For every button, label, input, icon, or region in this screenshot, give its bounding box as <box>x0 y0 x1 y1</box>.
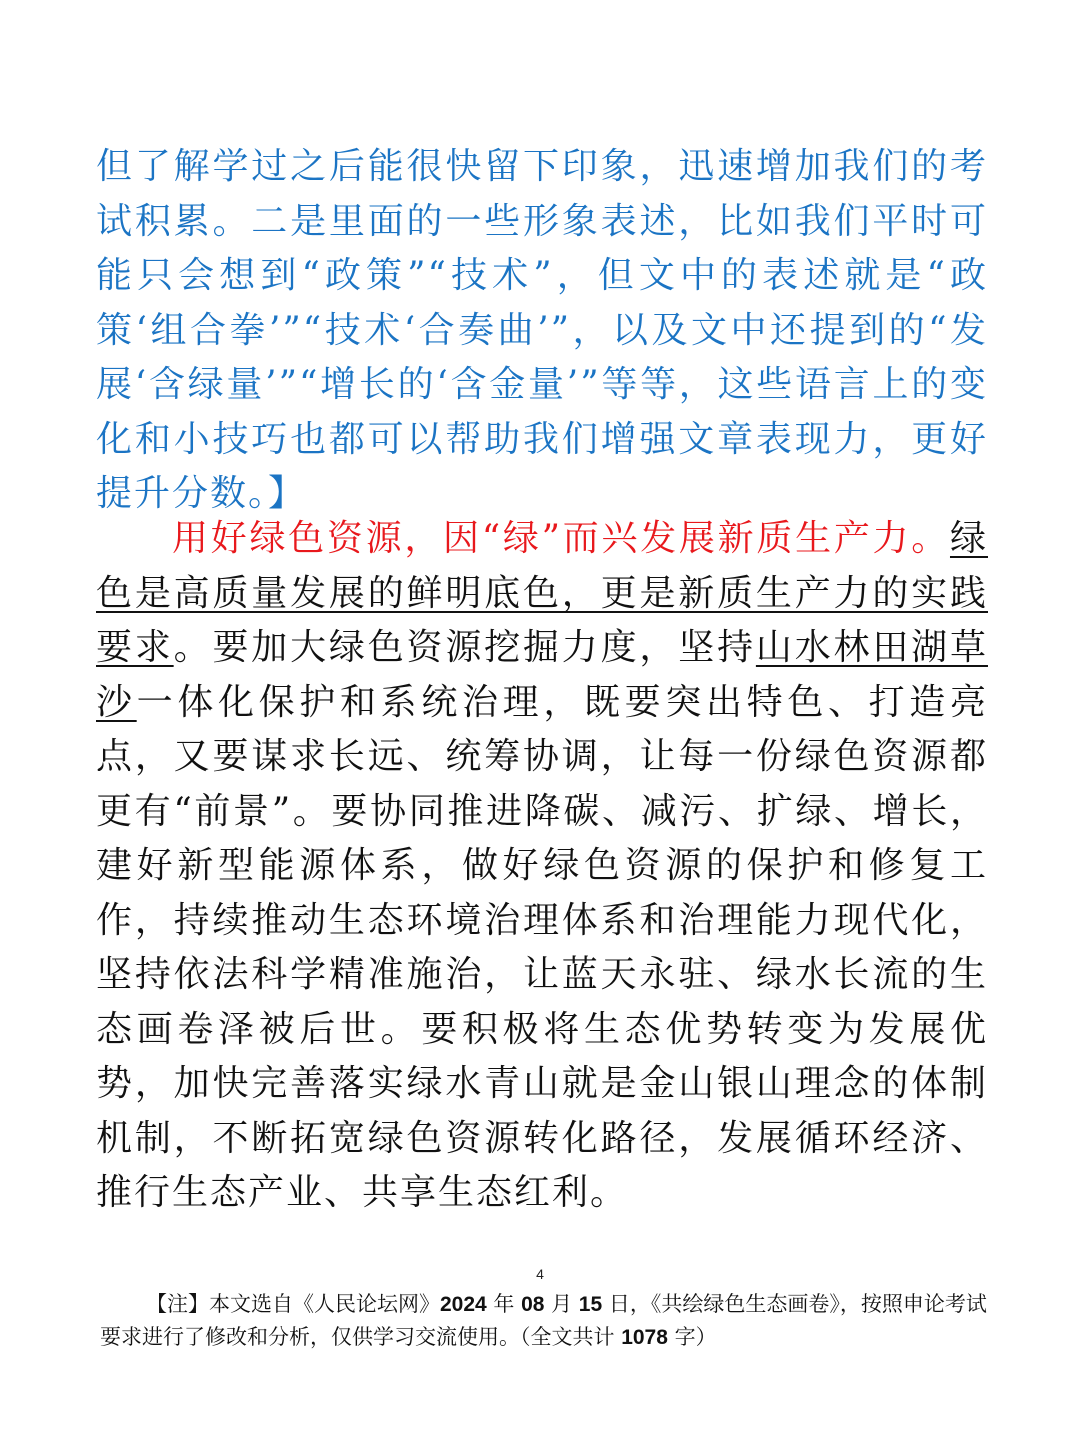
page-number: 4 <box>536 1266 544 1282</box>
analysis-commentary-paragraph <box>96 140 988 522</box>
note-day: 15 <box>578 1293 603 1316</box>
section-heading: 用好绿色资源，因“绿”而兴发展新质生产力。 <box>172 518 950 559</box>
note-year: 2024 <box>440 1293 487 1316</box>
note-month: 08 <box>521 1293 545 1316</box>
source-note <box>100 1288 988 1354</box>
underlined-key-phrase: 山水林田湖草沙 <box>96 627 988 723</box>
analysis-commentary-text: 但了解学过之后能很快留下印象，迅速增加我们的考试积累。二是里面的一些形象表述，比如我们平时可能只会想到“政策”“技术”，但文中的表述就是“政策‘组合拳’”“技术‘合奏曲’”，以及文中还提到的“发展‘含绿量’”“增长的‘含金量’”等等，这些语言上的变化和小技巧也都可以帮助我们增强文章表现力，更好提升分数。】 <box>96 146 988 514</box>
note-text: 月 <box>544 1292 579 1316</box>
body-text-segment: 。要加大绿色资源挖掘力度，坚持 <box>173 627 756 668</box>
note-text: 日，《共绘绿色生态画卷》，按照申论考试要求进行了修改和分析，仅供学习交流使用。（全文共计 <box>100 1292 987 1349</box>
note-text: 年 <box>486 1292 522 1316</box>
main-body-paragraph <box>96 512 988 1221</box>
note-text: 【注】本文选自《人民论坛网》 <box>146 1292 440 1316</box>
note-text: 字） <box>667 1325 717 1349</box>
body-text-segment: 一体化保护和系统治理，既要突出特色、打造亮点，又要谋求长远、统筹协调，让每一份绿色资源都更有“前景”。要协同推进降碳、减污、扩绿、增长，建好新型能源体系，做好绿色资源的保护和修复工作，持续推动生态环境治理体系和治理能力现代化，坚持依法科学精准施治，让蓝天永驻、绿水长流的生态画卷泽被后世。要积极将生态优势转变为发展优势，加快完善落实绿水青山就是金山银山理念的体制机制，不断拓宽绿色资源转化路径，发展循环经济、推行生态产业、共享生态红利。 <box>96 681 988 1213</box>
underlined-key-sentence: 绿色是高质量发展的鲜明底色，更是新质生产力的实践要求 <box>96 518 988 668</box>
note-word-count: 1078 <box>621 1326 668 1349</box>
